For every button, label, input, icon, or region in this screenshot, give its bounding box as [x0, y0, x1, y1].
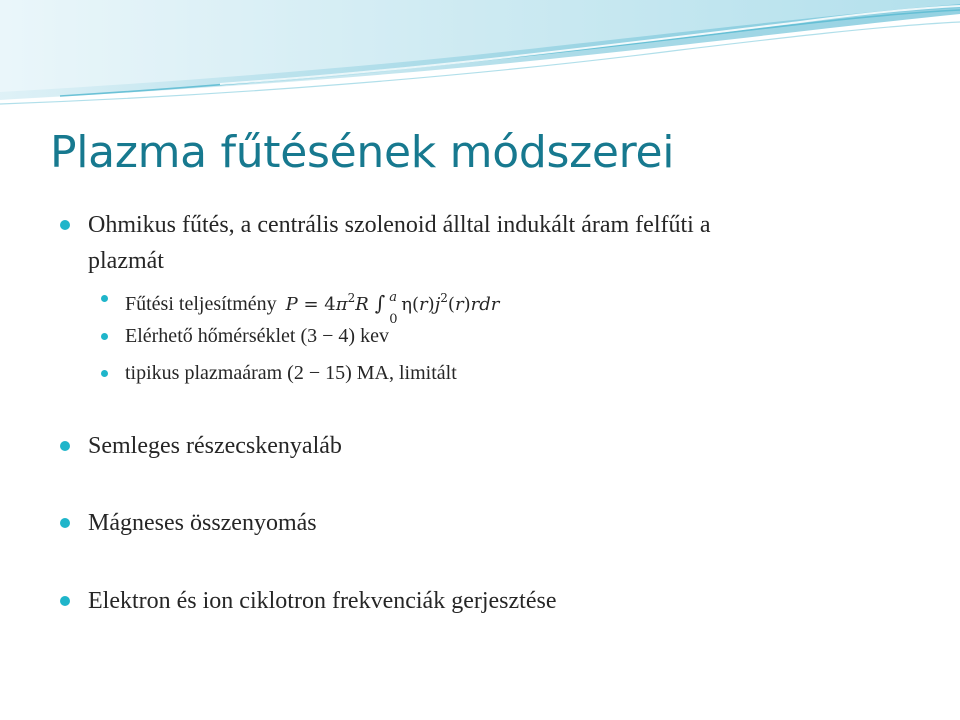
bullet-dot-icon	[101, 333, 108, 340]
bullet-dot-icon	[101, 370, 108, 377]
bullet-ohmic-heating	[88, 207, 710, 279]
sub-bullet-text: tipikus plazmaáram (2 − 15) MA, limitált	[125, 362, 457, 384]
bullet-text-line2: plazmát	[88, 248, 164, 274]
sub-bullet-plasma-current	[125, 359, 457, 387]
sub-bullet-temperature	[125, 322, 389, 350]
bullet-dot-icon	[60, 220, 70, 230]
bullet-magnetic-compression	[88, 505, 317, 541]
bullet-text: Elektron és ion ciklotron frekvenciák gerjesztése	[88, 588, 557, 614]
header-swoosh-decoration	[0, 0, 960, 110]
bullet-dot-icon	[60, 596, 70, 606]
heating-power-formula: $P = 4\pi^2R$ ∫ a 0 $\eta(r)j^2(r)rdr$	[285, 290, 500, 327]
bullet-cyclotron-excitation	[88, 583, 556, 619]
sub-bullet-text: Fűtési teljesítmény	[125, 293, 277, 315]
bullet-text: Mágneses összenyomás	[88, 510, 317, 536]
bullet-text-line1: Ohmikus fűtés, a centrális szolenoid álltal indukált áram felfűti a	[88, 212, 711, 238]
bullet-dot-icon	[60, 441, 70, 451]
bullet-dot-icon	[60, 518, 70, 528]
bullet-text: Semleges részecskenyaláb	[88, 433, 342, 459]
sub-bullet-text: Elérhető hőmérséklet (3 − 4) kev	[125, 325, 389, 347]
bullet-dot-icon	[101, 295, 108, 302]
bullet-neutral-beam	[88, 428, 342, 464]
slide-title: Plazma fűtésének módszerei	[50, 127, 675, 178]
sub-bullet-heating-power	[125, 284, 500, 327]
